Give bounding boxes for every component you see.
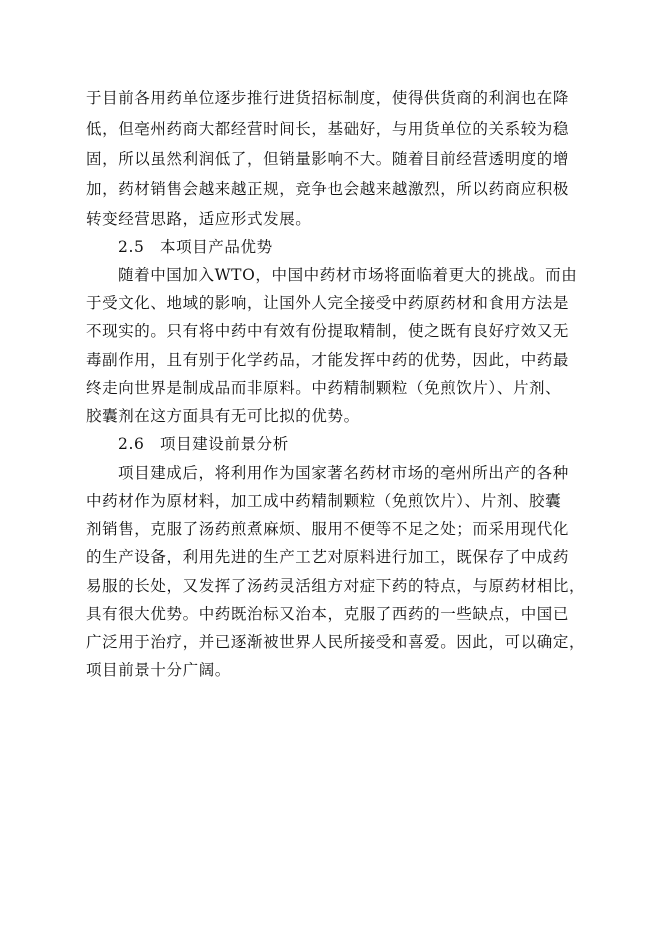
- section-number: 2.5: [118, 238, 145, 256]
- paragraph-line: 不现实的。只有将中药中有效有份提取精制，使之既有良好疗效又无: [86, 322, 570, 340]
- section-heading-2-5: [118, 237, 273, 257]
- section-number: 2.6: [118, 435, 145, 453]
- paragraph-line: 毒副作用，且有别于化学药品，才能发挥中药的优势，因此，中药最: [86, 351, 570, 369]
- paragraph-line: 胶囊剂在这方面具有无可比拟的优势。: [86, 407, 360, 425]
- paragraph-line: 终走向世界是制成品而非原料。中药精制颗粒（免煎饮片）、片剂、: [86, 379, 562, 397]
- section-title: 项目建设前景分析: [160, 435, 289, 453]
- section-heading-2-6: [118, 434, 289, 454]
- paragraph-line: 具有很大优势。中药既治标又治本，克服了西药的一些缺点，中国已: [86, 605, 570, 623]
- paragraph-line: 易服的长处，又发挥了汤药灵活组方对症下药的特点，与原药材相比，: [86, 577, 586, 595]
- paragraph-line: 项目建成后，将利用作为国家著名药材市场的亳州所出产的各种: [118, 464, 569, 482]
- paragraph-line: 项目前景十分广阔。: [86, 661, 231, 679]
- paragraph-line: 转变经营思路，适应形式发展。: [86, 210, 312, 228]
- paragraph-line: 随着中国加入WTO，中国中药材市场将面临着更大的挑战。而由: [118, 266, 578, 284]
- paragraph-line: 的生产设备，利用先进的生产工艺对原料进行加工，既保存了中成药: [86, 548, 570, 566]
- section-title: 本项目产品优势: [160, 238, 273, 256]
- paragraph-line: 中药材作为原材料，加工成中药精制颗粒（免煎饮片）、片剂、胶囊: [86, 492, 562, 510]
- paragraph-line: 于目前各用药单位逐步推行进货招标制度，使得供货商的利润也在降: [86, 89, 570, 107]
- paragraph-line: 广泛用于治疗，并已逐渐被世界人民所接受和喜爱。因此，可以确定，: [86, 633, 586, 651]
- paragraph-line: 加，药材销售会越来越正规，竞争也会越来越激烈，所以药商应积极: [86, 180, 570, 198]
- paragraph-line: 于受文化、地域的影响，让国外人完全接受中药原药材和食用方法是: [86, 294, 570, 312]
- paragraph-line: 固，所以虽然利润低了，但销量影响不大。随着目前经营透明度的增: [86, 150, 570, 168]
- paragraph-line: 低，但亳州药商大都经营时间长，基础好，与用货单位的关系较为稳: [86, 120, 570, 138]
- paragraph-line: 剂销售，克服了汤药煎煮麻烦、服用不便等不足之处；而采用现代化: [86, 520, 570, 538]
